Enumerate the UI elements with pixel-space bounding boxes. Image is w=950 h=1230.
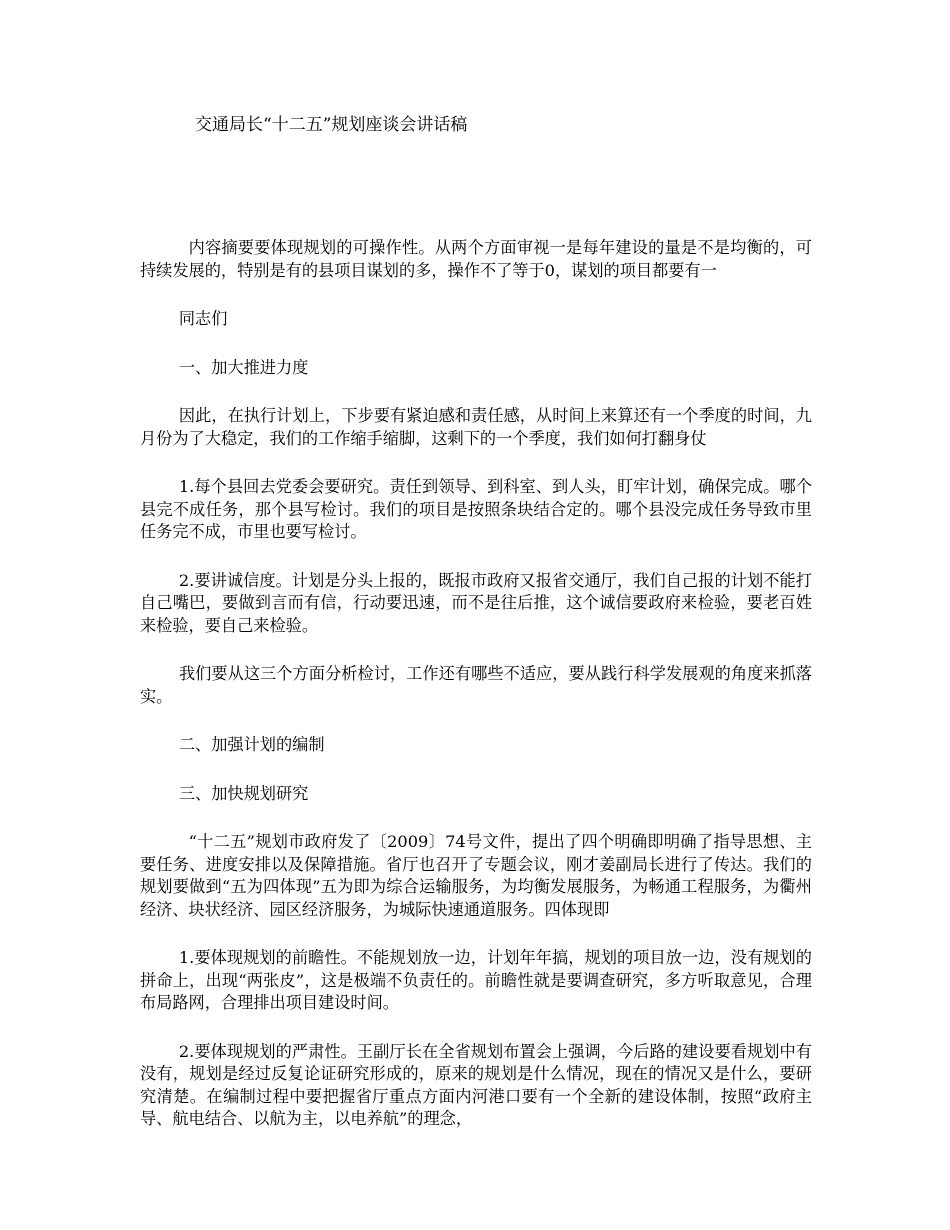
body-paragraph: 1.要体现规划的前瞻性。不能规划放一边，计划年年搞，规划的项目放一边，没有规划的拼命上，出现“两张皮”，这是极端不负责任的。前瞻性就是要调查研究，多方听取意见，合理布局路网，合理排出项目建设时间。 (140, 948, 812, 1012)
body-paragraph: 1.每个县回去党委会要研究。责任到领导、到科室、到人头，盯牢计划，确保完成。哪个县完不成任务，那个县写检讨。我们的项目是按照条块结合定的。哪个县没完成任务导致市里任务完不成，市里也要写检讨。 (140, 477, 812, 541)
summary-paragraph: 内容摘要要体现规划的可操作性。从两个方面审视一是每年建设的量是不是均衡的，可持续发展的，特别是有的县项目谋划的多，操作不了等于0，谋划的项目都要有一 (140, 238, 812, 280)
salutation: 同志们 (178, 309, 228, 328)
body-paragraph: “十二五”规划市政府发了〔2009〕74号文件，提出了四个明确即明确了指导思想、主要任务、进度安排以及保障措施。省厅也召开了专题会议，刚才姜副局长进行了传达。我们的规划要做到“五为四体现”五为即为综合运输服务，为均衡发展服务，为畅通工程服务，为衢州经济、块状经济、园区经济服务，为城际快速通道服务。四体现即 (140, 832, 812, 919)
section-heading-3: 三、加快规划研究 (178, 783, 309, 803)
body-paragraph: 因此，在执行计划上，下步要有紧迫感和责任感，从时间上来算还有一个季度的时间，九月份为了大稳定，我们的工作缩手缩脚，这剩下的一个季度，我们如何打翻身仗 (140, 406, 812, 448)
body-paragraph: 2.要讲诚信度。计划是分头上报的，既报市政府又报省交通厅，我们自己报的计划不能打自己嘴巴，要做到言而有信，行动要迅速，而不是往后推，这个诚信要政府来检验，要老百姓来检验，要自己来检验。 (140, 570, 812, 635)
document-title: 交通局长“十二五”规划座谈会讲话稿 (195, 115, 468, 135)
document-body (140, 237, 812, 1157)
body-paragraph: 2.要体现规划的严肃性。王副厅长在全省规划布置会上强调，今后路的建设要看规划中有没有，规划是经过反复论证研究形成的，原来的规划是什么情况，现在的情况又是什么，要研究清楚。在编制过程中要把握省厅重点方面内河港口要有一个全新的建设体制，按照“政府主导、航电结合、以航为主，以电养航”的理念， (140, 1041, 812, 1128)
section-heading-1: 一、加大推进力度 (178, 357, 309, 377)
section-heading-2: 二、加强计划的编制 (178, 735, 325, 754)
body-paragraph: 我们要从这三个方面分析检讨，工作还有哪些不适应，要从践行科学发展观的角度来抓落实。 (140, 664, 812, 706)
